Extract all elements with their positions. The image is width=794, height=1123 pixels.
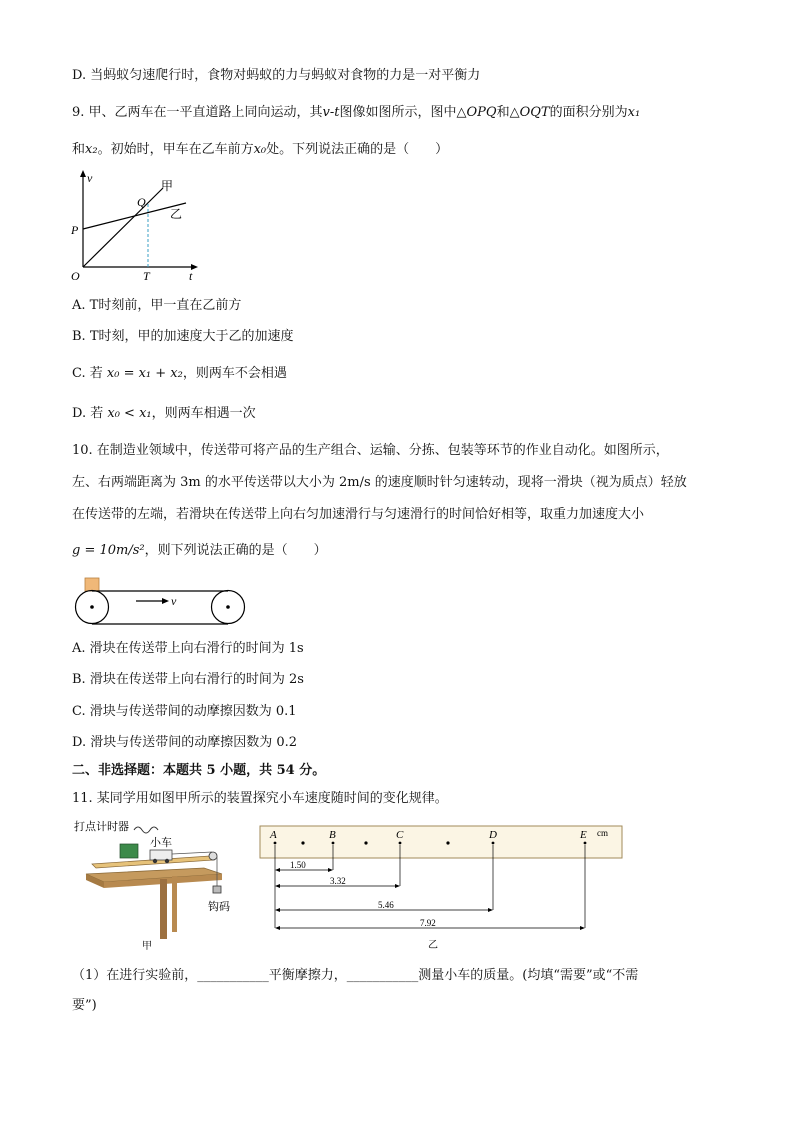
q9-stem-text: 9. 甲、乙两车在一平直道路上同向运动，其 [72,105,323,120]
q9-option-c [72,365,287,383]
arrowhead [275,868,280,872]
q11-apparatus-figure [72,816,242,954]
arrowhead [275,908,280,912]
v-axis-arrow [80,170,86,177]
dot [446,841,449,844]
q9-stem-text: 和 [72,142,86,157]
q11-sub1-line1: （1）在进行实验前，___________平衡摩擦力，___________测量小车的质量。(均填“需要”或“不需 [72,968,639,983]
q9-option-c-post: ，则两车不会相遇 [182,366,287,381]
arrowhead [580,926,585,930]
q8-option-d: D. 当蚂蚁匀速爬行时，食物对蚂蚁的力与蚂蚁对食物的力是一对平衡力 [72,68,481,83]
label-t-point: T [143,269,150,283]
q10-stem-line4 [72,542,327,560]
left-wheel-axle [90,605,94,609]
arrowhead [328,868,333,872]
label-yi: 乙 [170,207,183,221]
q9-triangle-oqt: △OQT [509,105,550,120]
line-jia [83,188,163,267]
caption-yi: 乙 [428,940,438,951]
cart-wheel [153,859,157,863]
q9-triangle-opq: △OPQ [456,105,497,120]
label-v: v [87,171,93,185]
tape-unit: cm [597,828,608,838]
q10-conveyor-figure [70,575,250,627]
q9-stem-text: 处。下列说法正确的是（ ） [266,142,449,157]
distance-ac: 3.32 [330,876,346,886]
point-e [584,842,587,845]
q10-stem-line3: 在传送带的左端，若滑块在传送带上向右匀加速滑行与匀速滑行的时间恰好相等，取重力加速度大小 [72,507,645,522]
timer-tape-coil [134,827,158,833]
label-point-b: B [329,829,336,841]
q9-option-d-equation: x₀ < x₁ [107,406,152,421]
label-point-a: A [270,829,277,841]
q9-stem-line1 [72,104,640,122]
q10-option-a: A. 滑块在传送带上向右滑行的时间为 1s [72,641,304,656]
arrowhead [275,926,280,930]
point-d [492,842,495,845]
cart-wheel [165,859,169,863]
point-b [332,842,335,845]
velocity-arrow-head [162,598,169,604]
label-belt-v: v [171,594,177,608]
right-wheel-axle [226,605,230,609]
q9-option-a: A. T时刻前，甲一直在乙前方 [72,298,242,313]
arrowhead [488,908,493,912]
timer-device [120,844,138,858]
label-p: P [71,223,79,237]
q10-g-equation: g = 10m/s² [72,543,145,558]
cart [150,850,172,860]
label-point-e: E [580,829,587,841]
q10-stem-line1: 10. 在制造业领域中，传送带可将产品的生产组合、运输、分拣、包装等环节的作业自动化。如图所示， [72,443,669,458]
q11-tape-figure [258,824,628,952]
slider-block [85,578,99,591]
q9-stem-text: 图像如图所示，图中 [339,105,457,120]
distance-ad: 5.46 [378,900,394,910]
q9-x1: x₁ [627,105,641,120]
table-leg-back [172,876,177,932]
label-t: t [189,269,193,283]
q10-option-c: C. 滑块与传送带间的动摩擦因数为 0.1 [72,704,297,719]
pulley [209,852,217,860]
table-leg-front [160,879,167,939]
q9-option-c-pre: C. 若 [72,366,103,381]
q9-stem-text: 和 [496,105,510,120]
distance-ab: 1.50 [290,860,306,870]
arrowhead [275,884,280,888]
label-point-c: C [396,829,404,841]
q9-stem-text: 的面积分别为 [549,105,628,120]
string [172,852,212,854]
q10-stem-line2: 左、右两端距离为 3m 的水平传送带以大小为 2m/s 的速度顺时针匀速转动，现将一滑块（视为质点）轻放 [72,475,687,490]
q9-stem-text: 。初始时，甲车在乙车前方 [97,142,254,157]
label-point-d: D [489,829,497,841]
q9-vt-graph [66,168,206,283]
dot [364,841,367,844]
q10-stem-tail: ，则下列说法正确的是（ ） [144,543,327,558]
q11-stem: 11. 某同学用如图甲所示的装置探究小车速度随时间的变化规律。 [72,791,448,806]
q9-x2: x₂ [85,142,98,157]
label-q: Q [137,195,146,209]
q9-stem-line2 [72,141,448,159]
label-car: 小车 [150,836,172,849]
label-weight: 钩码 [208,900,230,913]
caption-jia: 甲 [142,941,152,952]
distance-ae: 7.92 [420,918,436,928]
q9-option-d-post: ，则两车相遇一次 [151,406,256,421]
label-o: O [71,269,80,283]
label-jia: 甲 [161,179,174,193]
q9-option-b: B. T时刻，甲的加速度大于乙的加速度 [72,329,294,344]
label-timer: 打点计时器 [74,820,129,833]
q9-option-d-pre: D. 若 [72,406,104,421]
q9-vt-term: v-t [322,105,340,120]
hook-weight [213,886,221,893]
q9-x0: x₀ [253,142,267,157]
section2-heading: 二、非选择题：本题共 5 小题，共 54 分。 [72,763,326,778]
q10-option-d: D. 滑块与传送带间的动摩擦因数为 0.2 [72,735,298,750]
q11-sub1-line2: 要”) [72,998,97,1013]
q9-option-c-equation: x₀ = x₁ + x₂ [106,366,183,381]
point-a [274,842,277,845]
arrowhead [395,884,400,888]
dot [301,841,304,844]
point-c [399,842,402,845]
q9-option-d [72,405,256,423]
paper-tape [260,826,622,858]
q10-option-b: B. 滑块在传送带上向右滑行的时间为 2s [72,672,304,687]
